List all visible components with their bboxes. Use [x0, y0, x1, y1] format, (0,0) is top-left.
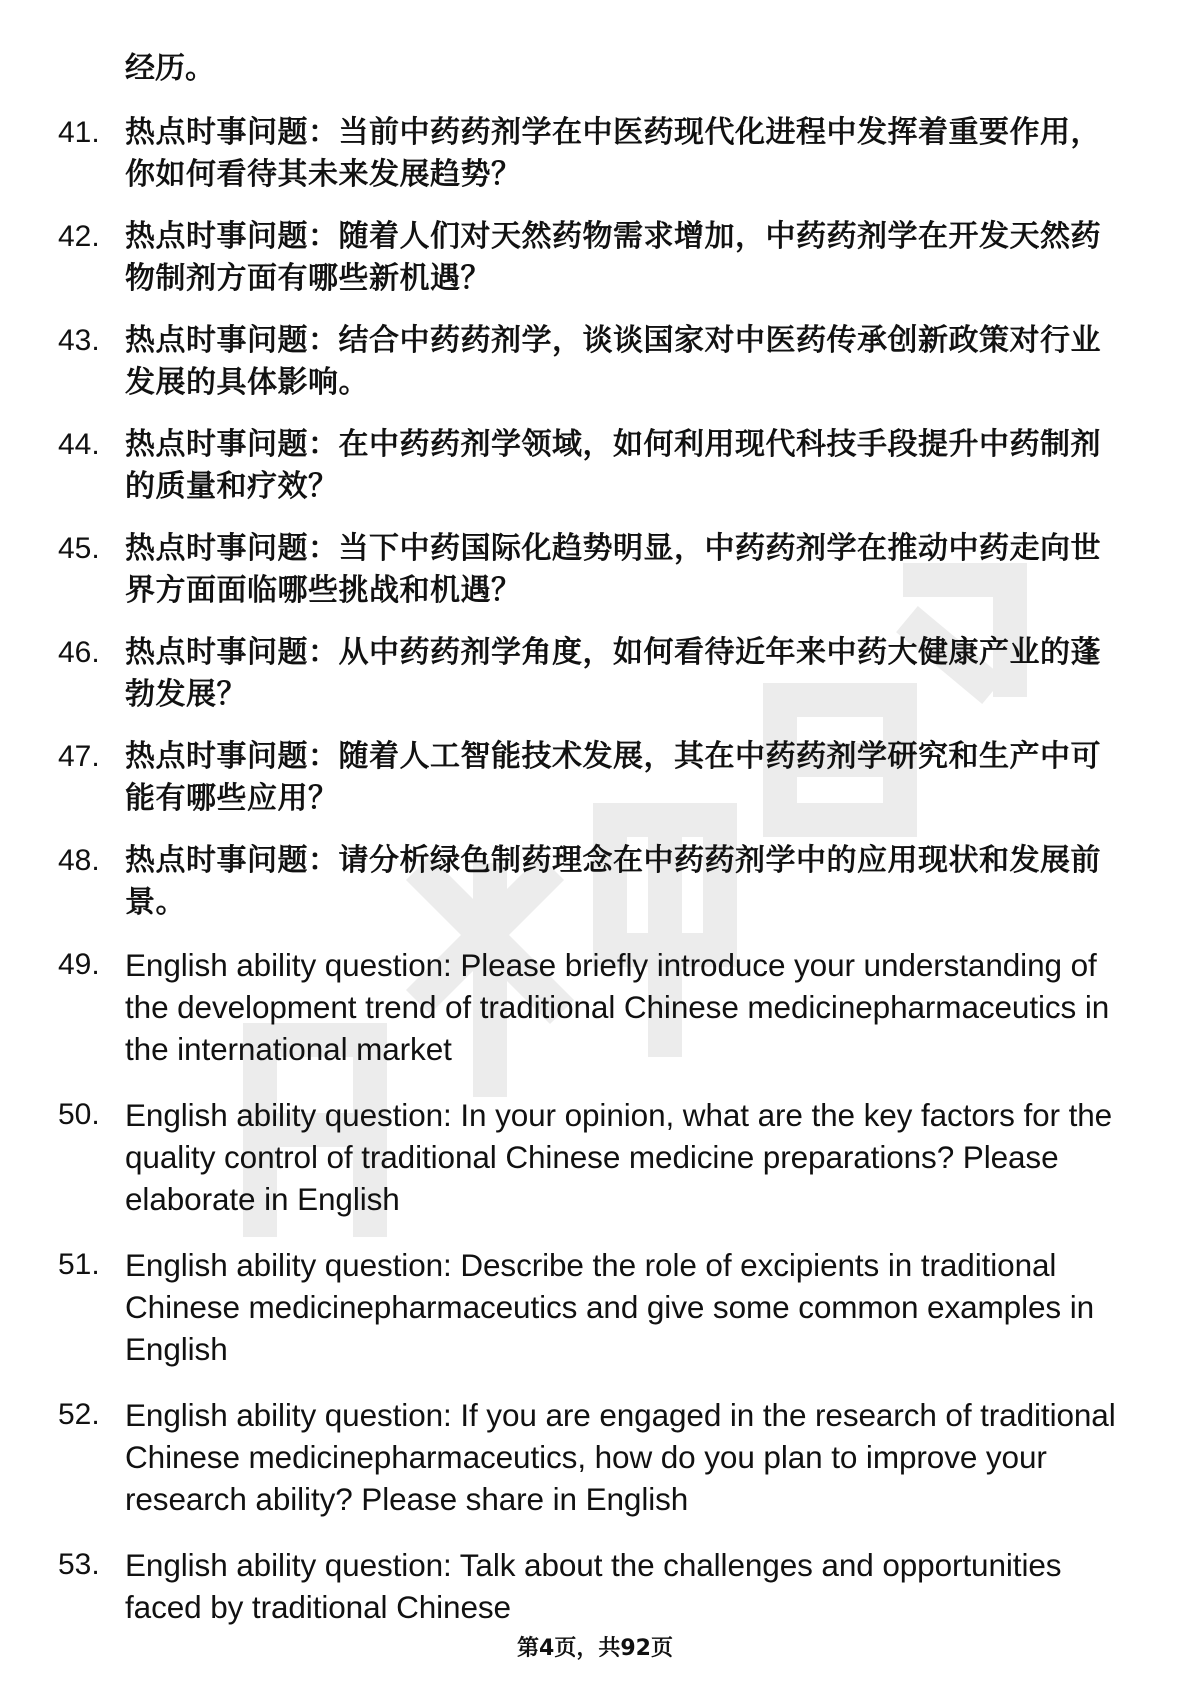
question-number: 48.: [58, 844, 100, 877]
question-text: 热点时事问题：结合中药药剂学，谈谈国家对中医药传承创新政策对行业发展的具体影响。: [125, 323, 1101, 400]
question-number: 43.: [58, 324, 100, 357]
question-text: 热点时事问题：在中药药剂学领域，如何利用现代科技手段提升中药制剂的质量和疗效？: [125, 427, 1101, 504]
list-item: [58, 528, 1130, 612]
question-text: 热点时事问题：请分析绿色制药理念在中药药剂学中的应用现状和发展前景。: [125, 843, 1101, 920]
list-item: [58, 320, 1130, 404]
list-item: [58, 632, 1130, 716]
question-text: 热点时事问题：随着人们对天然药物需求增加，中药药剂学在开发天然药物制剂方面有哪些新机遇？: [125, 219, 1101, 296]
question-number: 50.: [58, 1098, 100, 1131]
question-text: English ability question: Describe the role of excipients in traditional Chinese medicinepharmaceutics and give some common examples in English: [125, 1247, 1095, 1367]
list-item: [58, 424, 1130, 508]
question-number: 45.: [58, 532, 100, 565]
question-text: 热点时事问题：当前中药药剂学在中医药现代化进程中发挥着重要作用，你如何看待其未来发展趋势？: [125, 115, 1101, 192]
list-item: [58, 216, 1130, 300]
question-number: 47.: [58, 740, 100, 773]
list-item: [58, 944, 1130, 1074]
question-text: 热点时事问题：从中药药剂学角度，如何看待近年来中药大健康产业的蓬勃发展？: [125, 635, 1101, 712]
list-item: [58, 1094, 1130, 1224]
question-text: 热点时事问题：当下中药国际化趋势明显，中药药剂学在推动中药走向世界方面面临哪些挑战和机遇？: [125, 531, 1101, 608]
question-number: 46.: [58, 636, 100, 669]
question-text: English ability question: If you are engaged in the research of traditional Chinese medicinepharmaceutics, how do you plan to improve your research ability? Please share in English: [125, 1397, 1116, 1517]
list-item: [58, 736, 1130, 820]
list-item: [58, 1394, 1130, 1524]
question-text: English ability question: Talk about the challenges and opportunities faced by traditional Chinese: [125, 1547, 1062, 1625]
question-number: 44.: [58, 428, 100, 461]
question-list: [58, 112, 1130, 1632]
question-number: 41.: [58, 116, 100, 149]
list-item: [58, 840, 1130, 924]
question-number: 51.: [58, 1248, 100, 1281]
question-number: 42.: [58, 220, 100, 253]
question-number: 49.: [58, 948, 100, 981]
page-footer: 第4页，共92页: [517, 1636, 673, 1661]
list-item: [58, 112, 1130, 196]
list-item: [58, 1544, 1130, 1632]
question-number: 52.: [58, 1398, 100, 1431]
question-text: 热点时事问题：随着人工智能技术发展，其在中药药剂学研究和生产中可能有哪些应用？: [125, 739, 1101, 816]
question-content: [58, 48, 1130, 1652]
question-text: English ability question: In your opinion, what are the key factors for the quality control of traditional Chinese medicine preparations? Please elaborate in English: [125, 1097, 1113, 1217]
question-number: 53.: [58, 1548, 100, 1581]
list-item: [58, 1244, 1130, 1374]
continuation-text: 经历。: [125, 51, 215, 86]
question-text: English ability question: Please briefly introduce your understanding of the development trend of traditional Chinese medicinepharmaceutics in the international market: [125, 947, 1110, 1067]
